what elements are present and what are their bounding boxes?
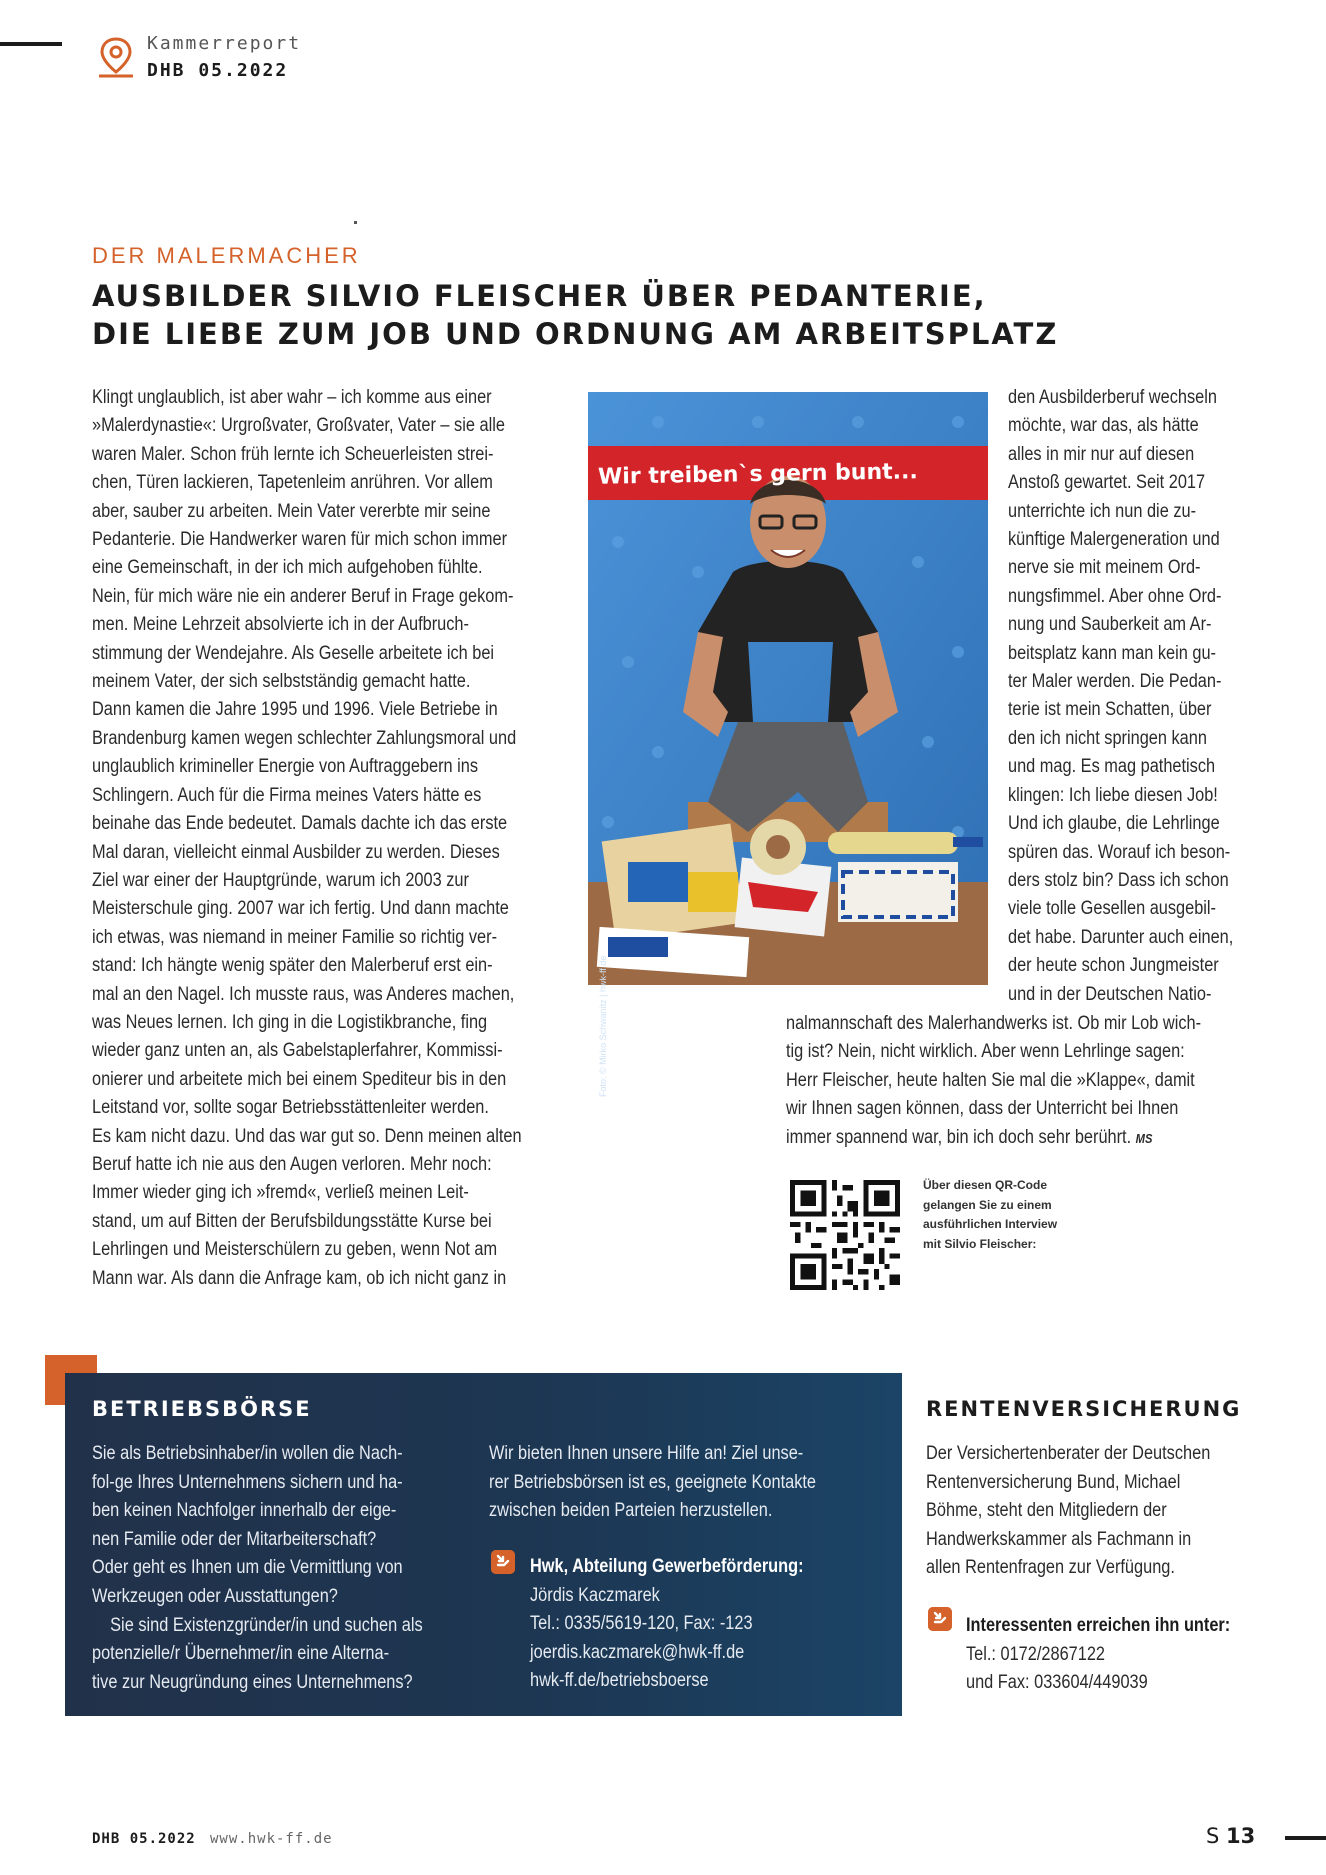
contact-fax: und Fax: 033604/449039 (966, 1672, 1148, 1694)
text-line: »Malerdynastie«: Urgroßvater, Großvater, Vater – sie alle (92, 415, 505, 437)
text-line: ben keinen Nachfolger innerhalb der eige- (92, 1500, 397, 1522)
text-line: der heute schon Jungmeister (1008, 955, 1219, 977)
text-line: wieder ganz unten an, als Gabelstaplerfahrer, Kommissi- (92, 1040, 503, 1062)
contact-name: Jördis Kaczmarek (530, 1584, 660, 1606)
headline-line: DIE LIEBE ZUM JOB UND ORDNUNG AM ARBEITSPLATZ (92, 317, 1059, 351)
contact-phone: Tel.: 0335/5619-120, Fax: -123 (530, 1613, 753, 1635)
text-line: det habe. Darunter auch einen, (1008, 926, 1234, 948)
text-line-last (786, 1124, 1201, 1153)
betriebsboerse-title: BETRIEBSBÖRSE (92, 1397, 312, 1421)
text-line: unterrichte ich nun die zu- (1008, 500, 1197, 522)
text-line: Brandenburg kamen wegen schlechter Zahlungsmoral und (92, 727, 517, 749)
text-line: immer spannend war, bin ich doch sehr berührt. (786, 1126, 1132, 1148)
article-kicker: DER MALERMACHER (92, 243, 361, 268)
footer-rule (1285, 1836, 1326, 1840)
text-line: den ich nicht springen kann (1008, 727, 1207, 749)
text-line: Klingt unglaublich, ist aber wahr – ich komme aus einer (92, 387, 492, 408)
text-line: Mann war. Als dann die Anfrage kam, ob ich nicht ganz in (92, 1267, 507, 1289)
text-line: Werkzeugen oder Ausstattungen? (92, 1585, 338, 1607)
photo-banner-text: Wir treiben`s gern bunt... (597, 459, 918, 490)
footer-issue: DHB 05.2022 (92, 1831, 196, 1847)
text-line: ders stolz bin? Dass ich schon (1008, 869, 1229, 891)
text-line: nen Familie oder der Mitarbeiterschaft? (92, 1528, 377, 1550)
text-line: aber, sauber zu arbeiten. Mein Vater vererbte mir seine (92, 500, 491, 522)
text-line: Lehrlingen und Meisterschülern zu geben, wenn Not am (92, 1239, 498, 1261)
article-headline (92, 277, 1058, 353)
caption-line: Über diesen QR-Code (923, 1178, 1048, 1192)
text-line: Anstoß gewartet. Seit 2017 (1008, 472, 1206, 494)
text-line: und mag. Es mag pathetisch (1008, 756, 1216, 778)
qr-caption (923, 1176, 1057, 1254)
text-line: Immer wieder ging ich »fremd«, verließ meinen Leit- (92, 1182, 469, 1204)
text-line: Meisterschule ging. 2007 war ich fertig. Und dann machte (92, 898, 509, 920)
rentenversicherung-contact (966, 1612, 1230, 1698)
text-line: Wir bieten Ihnen unsere Hilfe an! Ziel unse- (489, 1443, 804, 1464)
text-line: tig ist? Nein, nicht wirklich. Aber wenn Lehrlinge sagen: (786, 1041, 1185, 1063)
contact-phone: Tel.: 0172/2867122 (966, 1643, 1106, 1665)
header-section: Kammerreport (147, 33, 302, 54)
text-line: zwischen beiden Parteien herzustellen. (489, 1500, 773, 1522)
text-line: fol-ge Ihres Unternehmens sichern und ha- (92, 1471, 403, 1493)
text-line: Leitstand vor, sollte sogar Betriebsstättenleiter werden. (92, 1097, 489, 1119)
text-line: chen, Türen lackieren, Tapetenleim anrühren. Vor allem (92, 472, 493, 494)
text-line: Herr Fleischer, heute halten Sie mal die »Klappe«, damit (786, 1069, 1195, 1091)
text-line: Der Versichertenberater der Deutschen (926, 1443, 1211, 1464)
text-line: was Neues lernen. Ich ging in die Logistikbranche, fing (92, 1011, 488, 1033)
author-signature: MS (1135, 1130, 1153, 1146)
caption-line: gelangen Sie zu einem (923, 1197, 1052, 1212)
text-line: Nein, für mich wäre nie ein anderer Beruf in Frage gekom- (92, 585, 514, 607)
text-line: Es kam nicht dazu. Und das war gut so. Denn meinen alten (92, 1125, 522, 1147)
arrow-icon (928, 1607, 952, 1631)
betriebsboerse-contact (530, 1553, 804, 1696)
text-line: nalmannschaft des Malerhandwerks ist. Ob mir Lob wich- (786, 1013, 1202, 1034)
text-line: nungsfimmel. Aber ohne Ord- (1008, 585, 1222, 607)
text-line: alles in mir nur auf diesen (1008, 443, 1195, 465)
text-line: Sie sind Existenzgründer/in und suchen als (92, 1614, 423, 1636)
text-line: unglaublich krimineller Energie von Auftraggebern ins (92, 756, 479, 778)
text-line: den Ausbilderberuf wechseln (1008, 387, 1217, 408)
text-line: viele tolle Gesellen ausgebil- (1008, 898, 1217, 920)
header-issue: DHB 05.2022 (147, 60, 289, 81)
text-line: Rentenversicherung Bund, Michael (926, 1471, 1181, 1493)
text-line: spüren das. Worauf ich beson- (1008, 841, 1231, 863)
text-line: stimmung der Wendejahre. Als Geselle arbeitete ich bei (92, 642, 495, 664)
text-line: möchte, war das, als hätte (1008, 415, 1199, 437)
text-line: rer Betriebsbörsen ist es, geeignete Kontakte (489, 1471, 817, 1493)
text-line: tive zur Neugründung eines Unternehmens? (92, 1671, 413, 1693)
page-prefix: S (1206, 1824, 1220, 1848)
text-line: Oder geht es Ihnen um die Vermittlung von (92, 1557, 403, 1579)
article-right-column (1008, 384, 1233, 1009)
arrow-icon (491, 1550, 515, 1574)
text-line: ter Maler werden. Die Pedan- (1008, 671, 1222, 693)
text-line: stand: Ich hängte wenig später den Malerberuf erst ein- (92, 955, 493, 977)
text-line: waren Maler. Schon früh lernte ich Scheuerleisten strei- (92, 443, 494, 465)
stray-dot (354, 221, 357, 224)
contact-web-link[interactable]: hwk-ff.de/betriebsboerse (530, 1670, 709, 1692)
page-number-value: 13 (1226, 1824, 1256, 1848)
betriebsboerse-column-1 (92, 1440, 423, 1697)
qr-code[interactable] (790, 1180, 900, 1290)
text-line: men. Meine Lehrzeit absolvierte ich in der Aufbruch- (92, 614, 469, 636)
text-line: Und ich glaube, die Lehrlinge (1008, 813, 1220, 835)
page-number (1206, 1824, 1255, 1848)
rentenversicherung-body (926, 1440, 1210, 1583)
text-line: Beruf hatte ich nie aus den Augen verloren. Mehr noch: (92, 1153, 492, 1175)
text-line: nung und Sauberkeit am Ar- (1008, 614, 1212, 636)
text-line: nerve sie mit meinem Ord- (1008, 557, 1201, 579)
text-line: eine Gemeinschaft, in der ich mich aufgehoben fühlte. (92, 557, 483, 579)
text-line: mal an den Nagel. Ich musste raus, was Anderes machen, (92, 983, 515, 1005)
text-line: Böhme, steht den Mitgliedern der (926, 1500, 1167, 1522)
text-line: und in der Deutschen Natio- (1008, 983, 1212, 1005)
text-line: Sie als Betriebsinhaber/in wollen die Nach- (92, 1443, 403, 1464)
text-line: beitsplatz kann man kein gu- (1008, 642, 1217, 664)
photo-credit: Foto: © Mirko Schwanitz | hwk-ff.de (598, 955, 608, 1097)
footer-url-link[interactable]: www.hwk-ff.de (210, 1831, 333, 1847)
text-line: stand, um auf Bitten der Berufsbildungsstätte Kurse bei (92, 1210, 492, 1232)
betriebsboerse-column-2 (489, 1440, 816, 1526)
text-line: Pedanterie. Die Handwerker waren für mich schon immer (92, 529, 508, 551)
text-line: ich etwas, was niemand in meiner Familie so richtig ver- (92, 926, 498, 948)
text-line: onierer und arbeitete mich bei einem Spediteur bis in den (92, 1068, 507, 1090)
text-line: Ziel war einer der Hauptgründe, warum ich 2003 zur (92, 869, 469, 891)
contact-title: Interessenten erreichen ihn unter: (966, 1615, 1231, 1636)
text-line: Handwerkskammer als Fachmann in (926, 1528, 1192, 1550)
text-line: Dann kamen die Jahre 1995 und 1996. Viele Betriebe in (92, 699, 498, 721)
caption-line: mit Silvio Fleischer: (923, 1236, 1037, 1251)
text-line: Schlingern. Auch für die Firma meines Vaters hätte es (92, 784, 482, 806)
text-line: meinem Vater, der sich selbstständig gemacht hatte. (92, 671, 471, 693)
article-wide-column (786, 1010, 1201, 1153)
header-rule (0, 42, 62, 46)
text-line: Mal daran, vielleicht einmal Ausbilder zu werden. Dieses (92, 841, 500, 863)
text-line: wir Ihnen sagen können, dass der Unterricht bei Ihnen (786, 1098, 1179, 1120)
text-line: klingen: Ich liebe diesen Job! (1008, 784, 1218, 806)
article-left-column (92, 384, 522, 1293)
text-line: potenzielle/r Übernehmer/in eine Alterna- (92, 1643, 390, 1665)
text-line: beinahe das Ende bedeutet. Damals dachte ich das erste (92, 813, 508, 835)
caption-line: ausführlichen Interview (923, 1217, 1058, 1231)
text-line: terie ist mein Schatten, über (1008, 699, 1212, 721)
text-line: künftige Malergeneration und (1008, 529, 1220, 551)
contact-title: Hwk, Abteilung Gewerbeförderung: (530, 1556, 804, 1577)
text-line: allen Rentenfragen zur Verfügung. (926, 1557, 1175, 1579)
headline-line: AUSBILDER SILVIO FLEISCHER ÜBER PEDANTERIE, (92, 279, 987, 313)
contact-email-link[interactable]: joerdis.kaczmarek@hwk-ff.de (530, 1641, 745, 1663)
rentenversicherung-title: RENTENVERSICHERUNG (926, 1397, 1242, 1421)
location-pin-icon (96, 36, 136, 80)
